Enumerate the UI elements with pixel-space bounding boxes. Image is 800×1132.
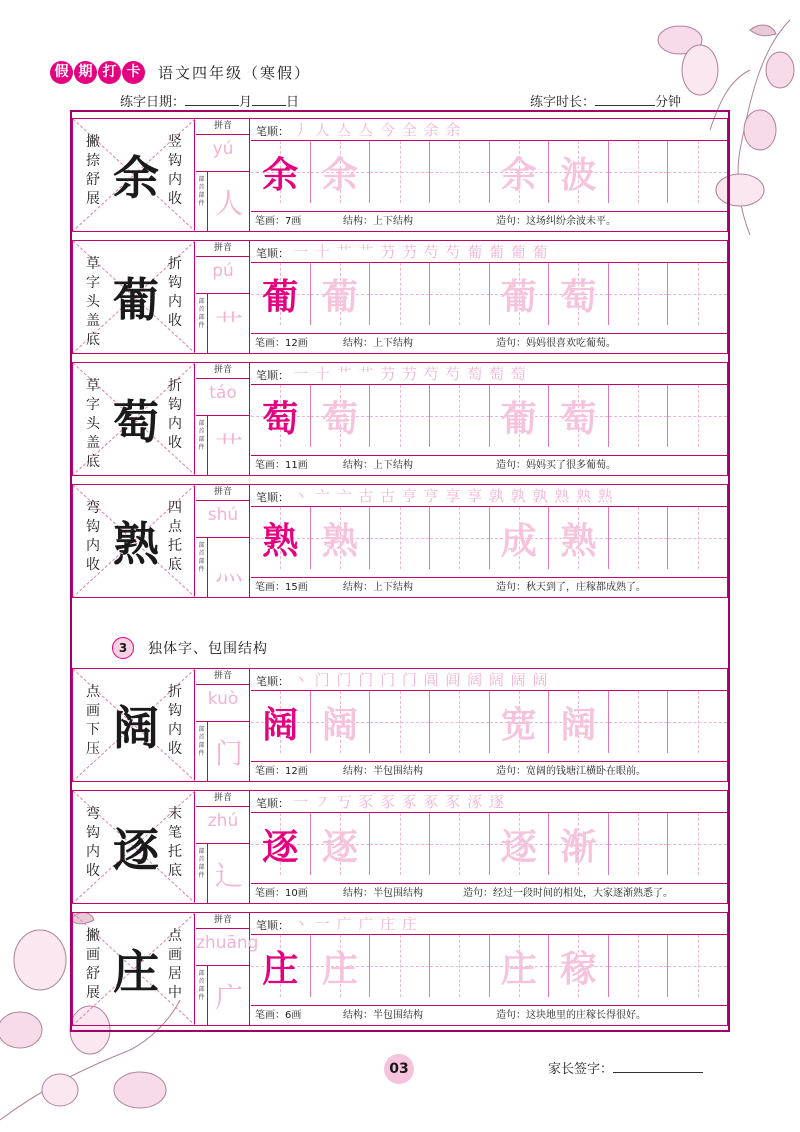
practice-frame	[70, 110, 730, 1032]
stroke-count: 笔画：7画	[255, 216, 302, 227]
structure-type: 结构：半包围结构	[343, 1010, 423, 1021]
practice-char	[370, 507, 429, 569]
model-character: 熟	[113, 517, 159, 571]
practice-grid	[251, 813, 727, 875]
practice-cell[interactable]	[549, 141, 609, 203]
radical-char[interactable]: 艹	[214, 430, 243, 464]
practice-grid	[251, 691, 727, 753]
model-character: 庄	[113, 945, 159, 999]
model-character: 萄	[113, 395, 159, 449]
practice-char: 阔	[262, 703, 299, 746]
practice-char	[430, 263, 489, 325]
model-character: 逐	[113, 823, 159, 877]
pinyin-label: 拼音	[196, 363, 250, 379]
stroke-order-sequence: 丿 人 亼 亼 今 全 余 余	[293, 121, 462, 139]
practice-char	[668, 507, 727, 569]
radical-char[interactable]: 灬	[214, 552, 243, 586]
example-sentence: 造句：宽阔的钱塘江横卧在眼前。	[496, 766, 646, 777]
model-character: 葡	[113, 273, 159, 327]
example-sentence: 造句：妈妈买了很多葡萄。	[496, 460, 616, 471]
pinyin-text[interactable]: zhuāng	[196, 933, 259, 953]
date-label: 练字日期：	[120, 95, 186, 110]
signature-blank[interactable]	[613, 1061, 703, 1073]
practice-area	[251, 241, 727, 353]
badge-char: 卡	[122, 61, 145, 84]
writing-tip-right: 四点托底	[168, 500, 182, 573]
parent-signature[interactable]	[548, 1058, 703, 1077]
practice-char	[370, 263, 429, 325]
practice-char: 阔	[321, 703, 358, 746]
stroke-order-row	[251, 913, 727, 935]
month-label: 月	[239, 95, 253, 110]
radical-char[interactable]: 人	[214, 186, 243, 220]
stroke-order-row	[251, 485, 727, 507]
structure-type: 结构：上下结构	[343, 582, 413, 593]
practice-cell[interactable]	[430, 141, 490, 203]
radical-cell	[196, 415, 250, 475]
practice-char: 葡	[500, 397, 537, 440]
practice-cell[interactable]	[668, 263, 727, 325]
practice-cell[interactable]	[311, 691, 371, 753]
practice-area	[251, 363, 727, 475]
character-info-row	[251, 577, 727, 597]
radical-tag: 部首部件	[196, 844, 208, 903]
practice-cell[interactable]	[251, 691, 311, 753]
stroke-order-sequence: 丶 门 门 门 门 门 阊 阊 阔 阔 阔 阔	[293, 671, 549, 689]
writing-tip-left: 撇捺舒展	[86, 134, 100, 207]
practice-char: 庄	[262, 947, 299, 990]
pinyin-label: 拼音	[196, 485, 250, 501]
practice-char: 成	[500, 519, 537, 562]
stroke-order-row	[251, 363, 727, 385]
stroke-count: 笔画：11画	[255, 460, 308, 471]
writing-tip-right: 点画居中	[168, 928, 182, 1001]
practice-char: 萄	[321, 397, 358, 440]
practice-char: 萄	[262, 397, 299, 440]
practice-char: 波	[560, 153, 597, 196]
practice-cell[interactable]	[490, 813, 550, 875]
example-sentence: 造句：秋天到了，庄稼都成熟了。	[496, 582, 646, 593]
practice-cell[interactable]	[490, 507, 550, 569]
practice-char	[668, 141, 727, 203]
stroke-order-sequence: 丶 亠 亠 古 古 亨 亨 享 享 孰 孰 孰 熟 熟 熟	[293, 487, 614, 505]
practice-cell[interactable]	[251, 935, 311, 997]
practice-char: 萄	[560, 275, 597, 318]
practice-char	[609, 141, 668, 203]
character-cell	[73, 241, 195, 353]
structure-type: 结构：上下结构	[343, 338, 413, 349]
stroke-order-row	[251, 669, 727, 691]
writing-tip-left: 弯钩内收	[86, 806, 100, 879]
duration-field[interactable]	[530, 91, 681, 110]
practice-cell[interactable]	[490, 263, 550, 325]
practice-grid	[251, 141, 727, 203]
practice-cell[interactable]	[430, 385, 490, 447]
day-label: 日	[286, 95, 300, 110]
practice-char: 庄	[321, 947, 358, 990]
practice-cell[interactable]	[490, 691, 550, 753]
character-block	[72, 912, 728, 1026]
practice-char	[668, 935, 727, 997]
stroke-order-label: 笔顺：	[256, 369, 289, 382]
radical-cell	[196, 293, 250, 353]
writing-tip-right: 折钩内收	[168, 684, 182, 757]
practice-char: 阔	[560, 703, 597, 746]
practice-char: 渐	[560, 825, 597, 868]
practice-char: 逐	[321, 825, 358, 868]
character-cell	[73, 485, 195, 597]
pinyin-text[interactable]: pú	[212, 261, 234, 281]
pinyin-label: 拼音	[196, 241, 250, 257]
practice-char	[370, 141, 429, 203]
pinyin-text[interactable]: táo	[209, 383, 237, 403]
practice-cell[interactable]	[668, 141, 727, 203]
practice-char: 逐	[500, 825, 537, 868]
section-number: 3	[112, 637, 134, 659]
practice-grid	[251, 385, 727, 447]
pinyin-text[interactable]: shú	[207, 505, 239, 525]
example-sentence: 造句：这场纠纷余波未平。	[496, 216, 616, 227]
duration-blank[interactable]	[595, 94, 655, 106]
radical-tag: 部首部件	[196, 538, 208, 597]
radical-char[interactable]: 门	[214, 736, 243, 770]
practice-cell[interactable]	[370, 141, 430, 203]
example-sentence: 造句：这块地里的庄稼长得很好。	[496, 1010, 646, 1021]
practice-char	[609, 507, 668, 569]
practice-cell[interactable]	[609, 935, 669, 997]
practice-cell[interactable]	[311, 813, 371, 875]
practice-cell[interactable]	[251, 141, 311, 203]
writing-tip-right: 竖钩内收	[168, 134, 182, 207]
stroke-order-label: 笔顺：	[256, 919, 289, 932]
stroke-count: 笔画：15画	[255, 582, 308, 593]
practice-cell[interactable]	[430, 935, 490, 997]
practice-cell[interactable]	[370, 385, 430, 447]
pinyin-cell	[196, 485, 250, 597]
practice-cell[interactable]	[549, 263, 609, 325]
practice-area	[251, 119, 727, 231]
practice-cell[interactable]	[668, 507, 727, 569]
practice-cell[interactable]	[251, 263, 311, 325]
month-blank[interactable]	[185, 94, 239, 106]
writing-tip-left: 弯钩内收	[86, 500, 100, 573]
signature-label: 家长签字：	[548, 1062, 614, 1077]
practice-cell[interactable]	[370, 691, 430, 753]
writing-tip-left: 草字头盖底	[86, 378, 100, 470]
structure-type: 结构：上下结构	[343, 216, 413, 227]
stroke-count: 笔画：12画	[255, 338, 308, 349]
practice-cell[interactable]	[311, 935, 371, 997]
pinyin-cell	[196, 119, 250, 231]
character-info-row	[251, 1005, 727, 1025]
stroke-order-label: 笔顺：	[256, 491, 289, 504]
practice-cell[interactable]	[251, 507, 311, 569]
practice-cell[interactable]	[490, 141, 550, 203]
practice-cell[interactable]	[370, 507, 430, 569]
stroke-count: 笔画：12画	[255, 766, 308, 777]
practice-area	[251, 669, 727, 781]
practice-char	[609, 263, 668, 325]
character-block	[72, 240, 728, 354]
practice-char: 宽	[500, 703, 537, 746]
pinyin-label: 拼音	[196, 669, 250, 685]
practice-cell[interactable]	[370, 935, 430, 997]
page-number: 03	[384, 1054, 414, 1084]
example-sentence: 造句：妈妈很喜欢吃葡萄。	[496, 338, 616, 349]
radical-tag: 部首部件	[196, 416, 208, 475]
practice-char: 熟	[560, 519, 597, 562]
practice-char: 熟	[262, 519, 299, 562]
practice-cell[interactable]	[549, 691, 609, 753]
practice-char	[430, 385, 489, 447]
stroke-count: 笔画：6画	[255, 1010, 302, 1021]
character-block	[72, 484, 728, 598]
practice-char: 余	[321, 153, 358, 196]
practice-char: 萄	[560, 397, 597, 440]
stroke-order-sequence: 一 ㇇ 丂 豕 豕 豖 豖 豕 涿 逐	[293, 793, 505, 811]
pinyin-label: 拼音	[196, 913, 250, 929]
badge-char: 假	[50, 61, 73, 84]
stroke-order-label: 笔顺：	[256, 125, 289, 138]
practice-char	[668, 385, 727, 447]
character-info-row	[251, 455, 727, 475]
practice-cell[interactable]	[549, 385, 609, 447]
pinyin-label: 拼音	[196, 791, 250, 807]
stroke-order-label: 笔顺：	[256, 675, 289, 688]
practice-area	[251, 485, 727, 597]
radical-cell	[196, 965, 250, 1025]
stroke-count: 笔画：10画	[255, 888, 308, 899]
radical-cell	[196, 171, 250, 231]
radical-tag: 部首部件	[196, 722, 208, 781]
practice-char: 葡	[321, 275, 358, 318]
practice-cell[interactable]	[251, 385, 311, 447]
radical-char[interactable]: 艹	[214, 308, 243, 342]
practice-char	[609, 813, 668, 875]
practice-char: 余	[500, 153, 537, 196]
model-character: 余	[113, 151, 159, 205]
character-cell	[73, 363, 195, 475]
practice-cell[interactable]	[251, 813, 311, 875]
practice-char: 葡	[262, 275, 299, 318]
pinyin-text[interactable]: kuò	[207, 689, 239, 709]
practice-cell[interactable]	[370, 263, 430, 325]
practice-cell[interactable]	[609, 507, 669, 569]
character-cell	[73, 791, 195, 903]
radical-char[interactable]: 辶	[214, 858, 243, 892]
practice-char	[668, 691, 727, 753]
practice-cell[interactable]	[668, 935, 727, 997]
writing-tip-right: 折钩内收	[168, 256, 182, 329]
pinyin-label: 拼音	[196, 119, 250, 135]
model-character: 阔	[113, 701, 159, 755]
practice-char	[609, 691, 668, 753]
character-cell	[73, 669, 195, 781]
writing-tip-left: 撇画舒展	[86, 928, 100, 1001]
date-field[interactable]	[120, 91, 299, 110]
section-heading	[112, 637, 268, 659]
badge-char: 期	[74, 61, 97, 84]
practice-cell[interactable]	[370, 813, 430, 875]
practice-cell[interactable]	[549, 813, 609, 875]
practice-grid	[251, 507, 727, 569]
pinyin-cell	[196, 669, 250, 781]
practice-char: 余	[262, 153, 299, 196]
practice-cell[interactable]	[311, 507, 371, 569]
pinyin-cell	[196, 241, 250, 353]
practice-cell[interactable]	[549, 507, 609, 569]
day-blank[interactable]	[252, 94, 286, 106]
practice-cell[interactable]	[609, 263, 669, 325]
practice-grid	[251, 935, 727, 997]
character-block	[72, 118, 728, 232]
example-sentence: 造句：经过一段时间的相处，大家逐渐熟悉了。	[463, 888, 673, 899]
pinyin-cell	[196, 791, 250, 903]
practice-char	[609, 935, 668, 997]
character-cell	[73, 913, 195, 1025]
practice-char	[430, 935, 489, 997]
character-info-row	[251, 761, 727, 781]
radical-cell	[196, 843, 250, 903]
practice-area	[251, 913, 727, 1025]
practice-cell[interactable]	[549, 935, 609, 997]
radical-cell	[196, 537, 250, 597]
character-block	[72, 790, 728, 904]
practice-char	[430, 141, 489, 203]
practice-char	[370, 935, 429, 997]
practice-char: 逐	[262, 825, 299, 868]
practice-grid	[251, 263, 727, 325]
practice-cell[interactable]	[609, 813, 669, 875]
practice-cell[interactable]	[311, 263, 371, 325]
practice-cell[interactable]	[490, 385, 550, 447]
character-cell	[73, 119, 195, 231]
practice-char	[370, 385, 429, 447]
radical-tag: 部首部件	[196, 966, 208, 1025]
practice-cell[interactable]	[668, 385, 727, 447]
practice-cell[interactable]	[668, 691, 727, 753]
page-title: 语文四年级（寒假）	[158, 63, 312, 82]
radical-tag: 部首部件	[196, 172, 208, 231]
practice-char	[430, 691, 489, 753]
section-title: 独体字、包围结构	[148, 641, 268, 657]
practice-cell[interactable]	[430, 263, 490, 325]
practice-cell[interactable]	[609, 385, 669, 447]
practice-cell[interactable]	[490, 935, 550, 997]
pinyin-text[interactable]: yú	[212, 139, 234, 159]
radical-char[interactable]: 广	[214, 980, 243, 1014]
stroke-order-row	[251, 119, 727, 141]
character-info-row	[251, 211, 727, 231]
writing-tip-left: 草字头盖底	[86, 256, 100, 348]
radical-tag: 部首部件	[196, 294, 208, 353]
stroke-order-sequence: 一 十 艹 艹 芀 芀 芍 芍 萄 萄 萄	[293, 365, 527, 383]
practice-char: 庄	[500, 947, 537, 990]
practice-char: 熟	[321, 519, 358, 562]
practice-char: 葡	[500, 275, 537, 318]
character-block	[72, 668, 728, 782]
pinyin-cell	[196, 363, 250, 475]
structure-type: 结构：上下结构	[343, 460, 413, 471]
stroke-order-sequence: 丶 一 广 广 庄 庄	[293, 915, 418, 933]
badge-char: 打	[98, 61, 121, 84]
practice-area	[251, 791, 727, 903]
stroke-order-label: 笔顺：	[256, 797, 289, 810]
practice-char	[668, 813, 727, 875]
practice-cell[interactable]	[430, 813, 490, 875]
practice-cell[interactable]	[311, 385, 371, 447]
writing-tip-left: 点画下压	[86, 684, 100, 757]
practice-char	[430, 507, 489, 569]
practice-char	[370, 813, 429, 875]
structure-type: 结构：半包围结构	[343, 888, 423, 899]
character-info-row	[251, 333, 727, 353]
stroke-order-sequence: 一 十 艹 艹 芀 芀 芍 芍 葡 葡 葡 葡	[293, 243, 549, 261]
practice-char	[609, 385, 668, 447]
practice-char	[430, 813, 489, 875]
holiday-checkin-badge	[50, 61, 146, 84]
stroke-order-row	[251, 241, 727, 263]
practice-char: 稼	[560, 947, 597, 990]
practice-cell[interactable]	[609, 691, 669, 753]
practice-char	[668, 263, 727, 325]
stroke-order-label: 笔顺：	[256, 247, 289, 260]
stroke-order-row	[251, 791, 727, 813]
practice-cell[interactable]	[311, 141, 371, 203]
minutes-label: 分钟	[655, 95, 682, 110]
character-block	[72, 362, 728, 476]
radical-cell	[196, 721, 250, 781]
duration-label: 练字时长：	[530, 95, 596, 110]
practice-cell[interactable]	[430, 691, 490, 753]
writing-tip-right: 末笔托底	[168, 806, 182, 879]
writing-tip-right: 折钩内收	[168, 378, 182, 451]
pinyin-cell	[196, 913, 259, 1025]
header	[50, 58, 311, 86]
structure-type: 结构：半包围结构	[343, 766, 423, 777]
character-info-row	[251, 883, 727, 903]
practice-char	[370, 691, 429, 753]
practice-cell[interactable]	[668, 813, 727, 875]
pinyin-text[interactable]: zhú	[207, 811, 239, 831]
practice-cell[interactable]	[430, 507, 490, 569]
practice-cell[interactable]	[609, 141, 669, 203]
